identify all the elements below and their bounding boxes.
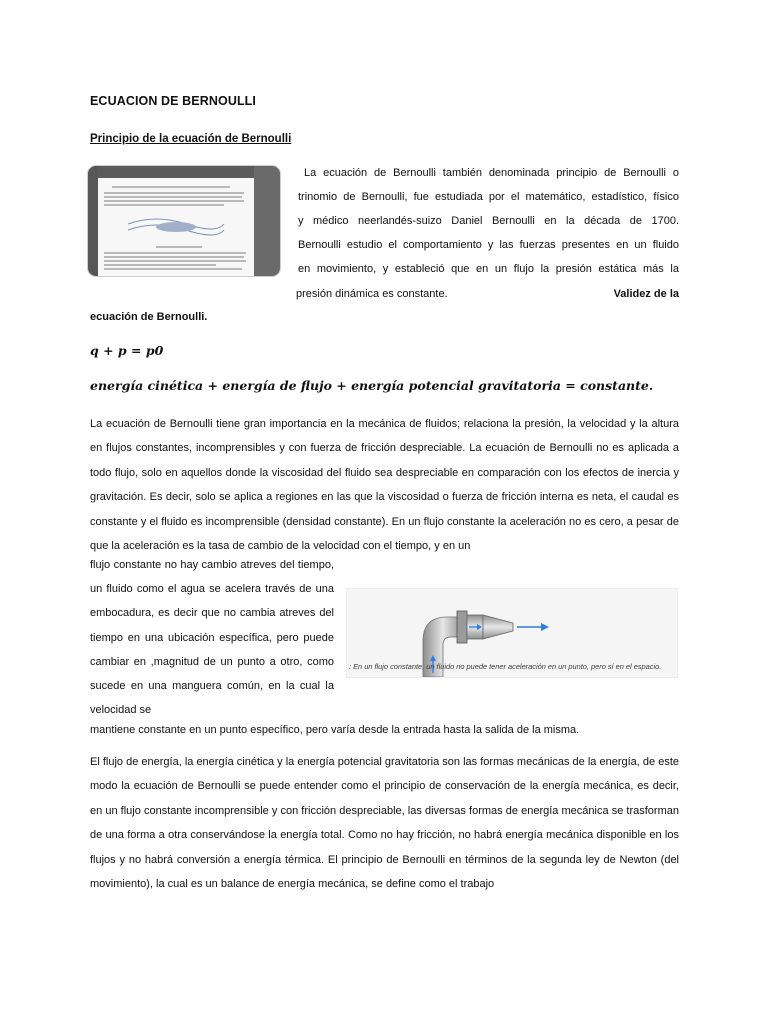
intro-line-2: trinomio de Bernoulli, fue estudiada por el matemático, estadístico, físico bbox=[298, 191, 679, 203]
validez-heading-part1: Validez de la bbox=[613, 288, 679, 300]
bernoulli-formula: q + p = p0 bbox=[90, 343, 164, 358]
paragraph-importance: La ecuación de Bernoulli tiene gran importancia en la mecánica de fluidos; relaciona la presión, la velocidad y la altura en flujos constantes, incomprensibles y con fuerza de fricción despreciable. La ecuación de Bernoulli no es aplicada a todo flujo, solo en aquellos donde la viscosidad del fluido sea despreciable en comparación con los efectos de inercia y gravitación. Es decir, solo se aplica a regiones en las que la viscosidad o fuerza de fricción interna es neta, el caudal es constante y el fluido es incomprensible (densidad constante). En un flujo constante la aceleración no es cero, a pesar de que la aceleración es la tasa de cambio de la velocidad con el tiempo, y en un bbox=[90, 418, 679, 553]
section-heading: Principio de la ecuación de Bernoulli bbox=[90, 133, 292, 145]
paragraph-wrap-end: mantiene constante en un punto específico, pero varía desde la entrada hasta la salida de la misma. bbox=[90, 724, 580, 736]
streamline-sketch bbox=[126, 210, 226, 242]
energy-equation: energía cinética + energía de flujo + energía potencial gravitatoria = constante. bbox=[90, 378, 654, 393]
validez-heading-part2: ecuación de Bernoulli. bbox=[90, 311, 208, 323]
document-title: ECUACION DE BERNOULLI bbox=[90, 94, 256, 108]
textbook-page-thumbnail bbox=[88, 166, 280, 276]
figure-caption: : En un flujo constante, un fluido no puede tener aceleración en un punto, pero sí en el espacio. bbox=[349, 662, 662, 671]
intro-line-4: Bernoulli estudio el comportamiento y las fuerzas presentes en un fluido bbox=[298, 239, 679, 251]
paragraph-wrap-text: flujo constante no hay cambio atreves del tiempo, un fluido como el agua se acelera través de una embocadura, es decir que no cambia atreves del tiempo en una ubicación específica, pero puede cambiar en ,magnitud de un punto a otro, como sucede en una manguera común, en la cual la velocidad se bbox=[90, 559, 334, 717]
nozzle-figure bbox=[346, 588, 678, 678]
intro-line-1: La ecuación de Bernoulli también denominada principio de Bernoulli o bbox=[304, 167, 679, 179]
intro-line-3: y médico neerlandés-suizo Daniel Bernoulli en la década de 1700. bbox=[298, 215, 679, 227]
intro-line-5: en movimiento, y estableció que en un flujo la presión estática más la bbox=[298, 263, 679, 275]
intro-last-text: presión dinámica es constante. bbox=[296, 288, 448, 300]
intro-last-line bbox=[296, 283, 679, 307]
paragraph-energy-flow: El flujo de energía, la energía cinética y la energía potencial gravitatoria son las formas mecánicas de la energía, de este modo la ecuación de Bernoulli se puede entender como el principio de conservación de la energía mecánica, es decir, en un flujo constante incomprensible y con fricción despreciable, las diversas formas de energía mecánica se trasforman de una forma a otra conservándose la energía total. Como no hay fricción, no habrá energía mecánica disponible en los flujos y no habrá conversión a energía térmica. El principio de Bernoulli en términos de la segunda ley de Newton (del movimiento), la cual es un balance de energía mecánica, se define como el trabajo bbox=[90, 756, 679, 891]
